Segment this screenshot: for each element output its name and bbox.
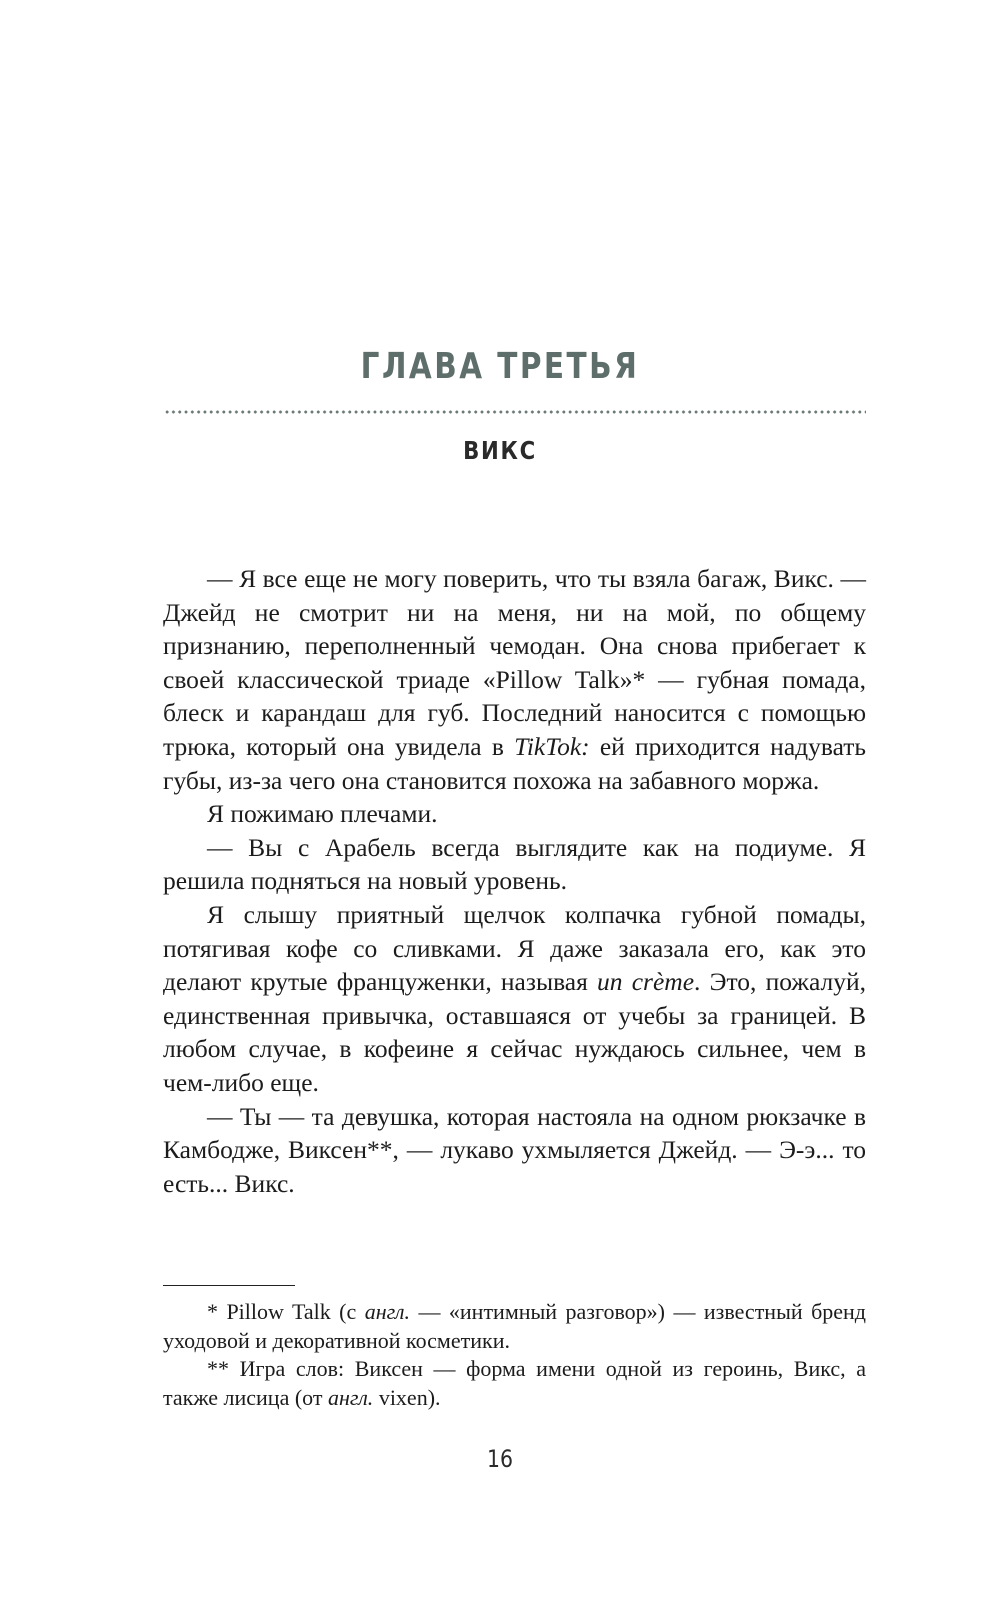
paragraph-4-italic: un crème bbox=[597, 967, 695, 997]
footnote-1 bbox=[163, 1298, 866, 1355]
paragraph-2: Я пожимаю плечами. bbox=[207, 799, 438, 829]
footnote-2-part-1: ** Игра слов: Виксен — форма имени одной из героинь, Викс, а также лисица (от bbox=[163, 1356, 866, 1410]
chapter-narrator: ВИКС bbox=[463, 436, 537, 465]
paragraph-1-part-2: ей приходится надувать губы, из-за чего она становится похожа на забавного моржа. bbox=[163, 731, 866, 795]
footnote-divider bbox=[163, 1285, 295, 1286]
dotted-divider bbox=[164, 410, 866, 414]
chapter-title: ГЛАВА ТРЕТЬЯ bbox=[360, 346, 640, 387]
footnote-1-part-1: * Pillow Talk (с bbox=[207, 1299, 365, 1324]
paragraph-1-italic: TikTok: bbox=[514, 731, 590, 761]
paragraph-4 bbox=[163, 898, 866, 1100]
paragraph-4-part-1: Я слышу приятный щелчок колпачка губной помады, потягивая кофе со сливками. Я даже заказала его, как это делают крутые француженки, называя bbox=[163, 899, 866, 997]
paragraph-1-part-1: — Я все еще не могу поверить, что ты взяла багаж, Викс. — Джейд не смотрит ни на меня, ни на мой, по общему признанию, переполненный чемодан. Она снова прибегает к своей классической триаде «Pillow Talk»* — губная помада, блеск и карандаш для губ. Последний наносится с помощью трюка, который она увидела в bbox=[163, 564, 866, 761]
paragraph-3: — Вы с Арабель всегда выглядите как на подиуме. Я решила подняться на новый уровень. bbox=[163, 832, 866, 896]
footnote-2-part-2: vixen). bbox=[373, 1384, 441, 1410]
paragraph-5: — Ты — та девушка, которая настояла на одном рюкзачке в Камбодже, Виксен**, — лукаво ухмыляется Джейд. — Э-э... то есть... Викс. bbox=[163, 1101, 866, 1198]
footnote-1-part-2: — «интимный разговор») — известный бренд уходовой и декоративной косметики. bbox=[163, 1299, 866, 1353]
paragraph-4-part-2: . Это, пожалуй, единственная привычка, оставшаяся от учебы за границей. В любом случае, в кофеине я сейчас нуждаюсь сильнее, чем в чем-либо еще. bbox=[163, 967, 866, 1097]
footnote-1-italic: англ. bbox=[364, 1299, 411, 1324]
footnotes bbox=[163, 1298, 866, 1412]
page-number: 16 bbox=[487, 1445, 513, 1473]
footnote-2 bbox=[163, 1355, 866, 1412]
paragraph-1 bbox=[163, 562, 866, 797]
body-text bbox=[163, 562, 866, 1200]
footnote-2-italic: англ. bbox=[328, 1384, 374, 1410]
